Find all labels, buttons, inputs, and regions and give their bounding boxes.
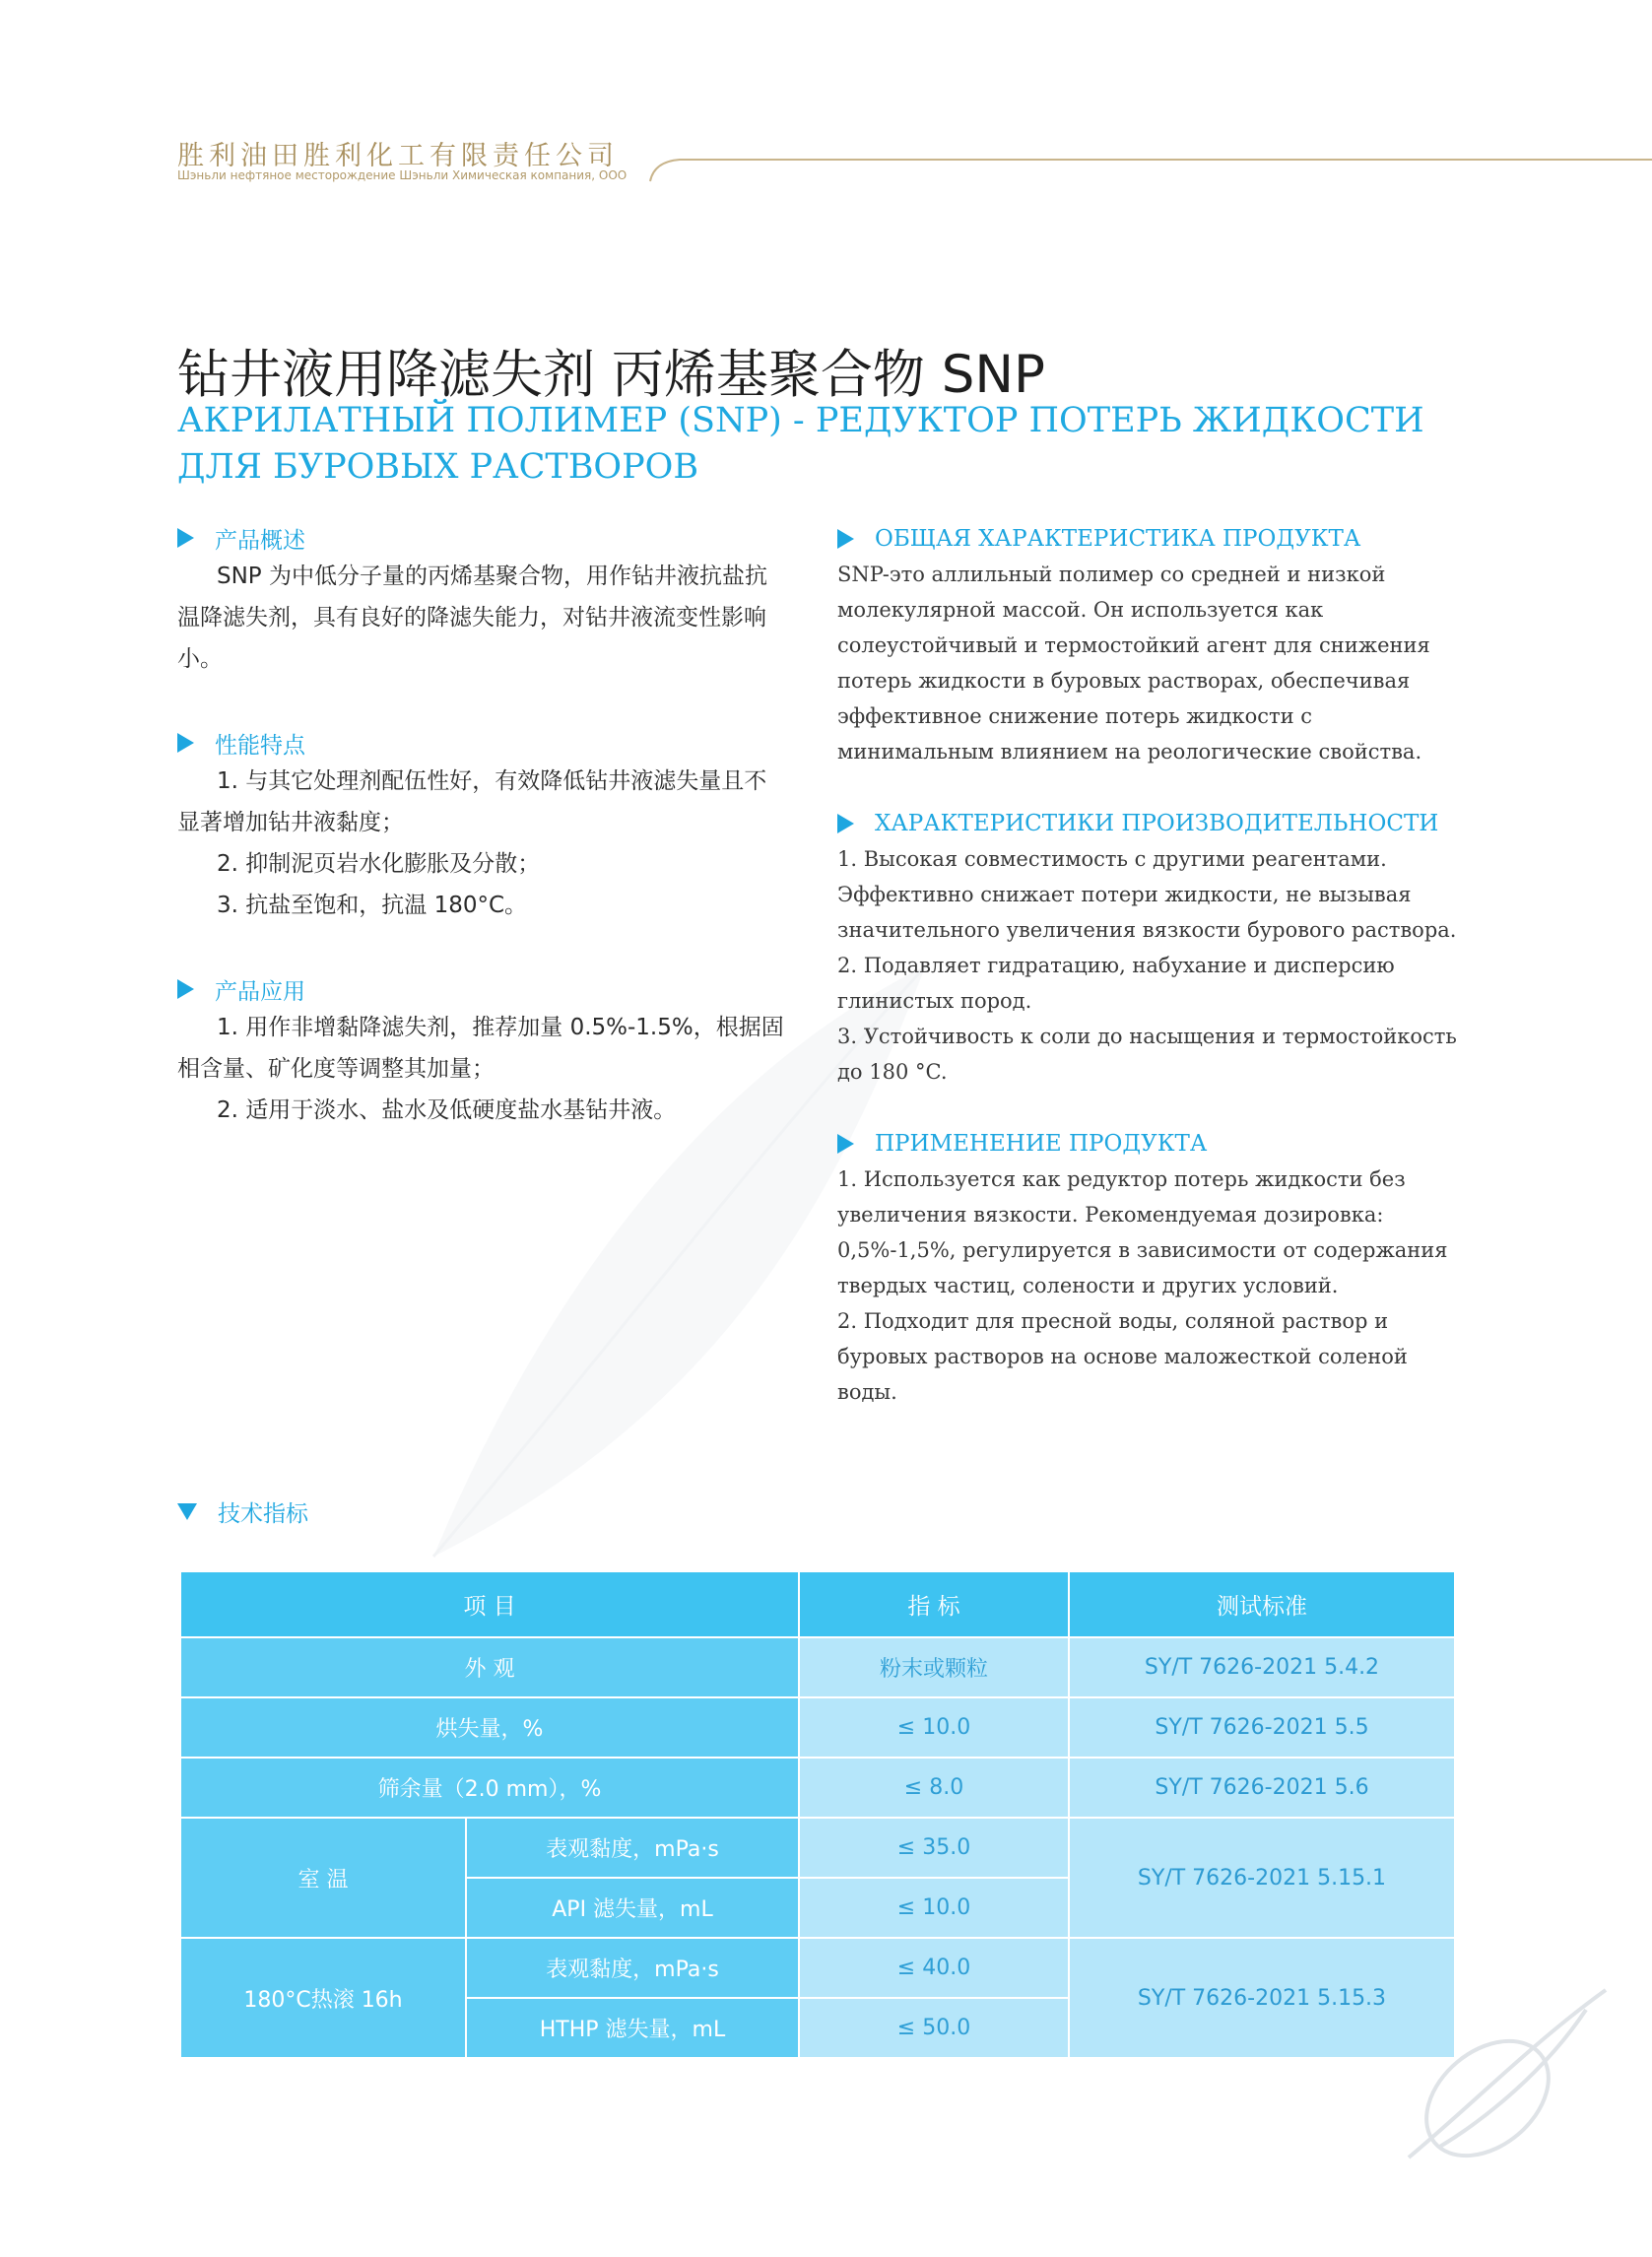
- cell-item: API 滤失量，mL: [466, 1878, 799, 1938]
- triangle-down-icon: [177, 1503, 197, 1520]
- list-item: 1. Используется как редуктор потерь жидкости без увеличения вязкости. Рекомендуемая дозировка: 0,5%-1,5%, регулируется в зависимости от содержания твердых частиц, солености и других условий.: [837, 1167, 1448, 1297]
- table-header-row: [180, 1571, 1455, 1637]
- section-application-cn: [177, 971, 788, 1131]
- section-overview-cn: [177, 520, 788, 680]
- triangle-right-icon: [837, 1134, 854, 1154]
- cell-value: ≤ 10.0: [799, 1878, 1069, 1938]
- cell-item: 筛余量（2.0 mm），%: [180, 1758, 799, 1818]
- spec-table: [179, 1570, 1456, 2059]
- list-item: 2. Подходит для пресной воды, соляной раствор и буровых растворов на основе маложесткой соленой воды.: [837, 1309, 1408, 1404]
- list-item: 3. Устойчивость к соли до насыщения и термостойкость до 180 °C.: [837, 1025, 1457, 1084]
- section-overview-ru: [837, 521, 1468, 769]
- cell-standard: SY/T 7626-2021 5.4.2: [1069, 1637, 1455, 1697]
- triangle-right-icon: [177, 733, 194, 753]
- cell-value: ≤ 40.0: [799, 1938, 1069, 1998]
- triangle-right-icon: [177, 528, 194, 548]
- table-row: [180, 1758, 1455, 1818]
- triangle-right-icon: [837, 814, 854, 833]
- cell-standard: SY/T 7626-2021 5.5: [1069, 1697, 1455, 1758]
- table-row: [180, 1818, 1455, 1878]
- cell-item: 烘失量，%: [180, 1697, 799, 1758]
- list-item: 3. 抗盐至饱和，抗温 180°C。: [217, 893, 528, 918]
- cell-item: HTHP 滤失量，mL: [466, 1998, 799, 2058]
- overview-text-cn: SNP 为中低分子量的丙烯基聚合物，用作钻井液抗盐抗温降滤失剂，具有良好的降滤失能力，对钻井液流变性影响小。: [177, 564, 767, 672]
- section-title: 性能特点: [215, 732, 305, 759]
- list-item: 2. 抑制泥页岩水化膨胀及分散；: [217, 851, 541, 877]
- section-title: ПРИМЕНЕНИЕ ПРОДУКТА: [875, 1131, 1208, 1157]
- list-item: 1. 与其它处理剂配伍性好，有效降低钻井液滤失量且不显著增加钻井液黏度；: [177, 768, 767, 835]
- section-title: 技术指标: [218, 1500, 308, 1527]
- cell-group: 180°C热滚 16h: [180, 1938, 466, 2058]
- cell-value: ≤ 8.0: [799, 1758, 1069, 1818]
- cell-value: ≤ 35.0: [799, 1818, 1069, 1878]
- list-item: 1. 用作非增黏降滤失剂，推荐加量 0.5%-1.5%，根据固相含量、矿化度等调整其加量；: [177, 1015, 784, 1082]
- company-name-ru: Шэньли нефтяное месторождение Шэньли Химическая компания, ООО: [177, 168, 628, 182]
- table-row: [180, 1637, 1455, 1697]
- page-title-ru: АКРИЛАТНЫЙ ПОЛИМЕР (SNP) - РЕДУКТОР ПОТЕРЬ ЖИДКОСТИ ДЛЯ БУРОВЫХ РАСТВОРОВ: [177, 401, 1424, 487]
- list-item: 2. 适用于淡水、盐水及低硬度盐水基钻井液。: [217, 1097, 677, 1123]
- section-features-cn: [177, 725, 788, 926]
- company-corner-logo: [1379, 1970, 1652, 2257]
- cell-standard: SY/T 7626-2021 5.15.1: [1069, 1818, 1455, 1938]
- table-row: [180, 1938, 1455, 1998]
- cell-value: 粉末或颗粒: [799, 1637, 1069, 1697]
- triangle-right-icon: [177, 979, 194, 999]
- cell-item: 表观黏度，mPa·s: [466, 1938, 799, 1998]
- cell-item: 外 观: [180, 1637, 799, 1697]
- section-title: ОБЩАЯ ХАРАКТЕРИСТИКА ПРОДУКТА: [875, 526, 1361, 552]
- list-item: 2. Подавляет гидратацию, набухание и дисперсию глинистых пород.: [837, 954, 1395, 1013]
- cell-group: 室 温: [180, 1818, 466, 1938]
- company-name-cn: 胜利油田胜利化工有限责任公司: [177, 141, 619, 171]
- triangle-right-icon: [837, 529, 854, 549]
- section-title: ХАРАКТЕРИСТИКИ ПРОИЗВОДИТЕЛЬНОСТИ: [875, 811, 1439, 836]
- section-title: 产品应用: [215, 978, 305, 1005]
- section-title: 产品概述: [215, 527, 305, 554]
- cell-item: 表观黏度，mPa·s: [466, 1818, 799, 1878]
- overview-text-ru: SNP-это аллильный полимер со средней и низкой молекулярной массой. Он используется как солеустойчивый и термостойкий агент для снижения потерь жидкости в буровых растворах, обеспечивая эффективное снижение потерь жидкости с минимальным влиянием на реологические свойства.: [837, 563, 1430, 763]
- header-value: 指 标: [799, 1571, 1069, 1637]
- page-title-cn: 钻井液用降滤失剂 丙烯基聚合物 SNP: [177, 345, 1045, 405]
- cell-standard: SY/T 7626-2021 5.15.3: [1069, 1938, 1455, 2058]
- section-tech-specs: [177, 1494, 308, 1529]
- section-application-ru: [837, 1126, 1468, 1410]
- header-item: 项 目: [180, 1571, 799, 1637]
- section-features-ru: [837, 806, 1468, 1090]
- list-item: 1. Высокая совместимость с другими реагентами. Эффективно снижает потери жидкости, не вызывая значительного увеличения вязкости бурового раствора.: [837, 847, 1457, 942]
- cell-value: ≤ 50.0: [799, 1998, 1069, 2058]
- header-standard: 测试标准: [1069, 1571, 1455, 1637]
- table-row: [180, 1697, 1455, 1758]
- cell-standard: SY/T 7626-2021 5.6: [1069, 1758, 1455, 1818]
- cell-value: ≤ 10.0: [799, 1697, 1069, 1758]
